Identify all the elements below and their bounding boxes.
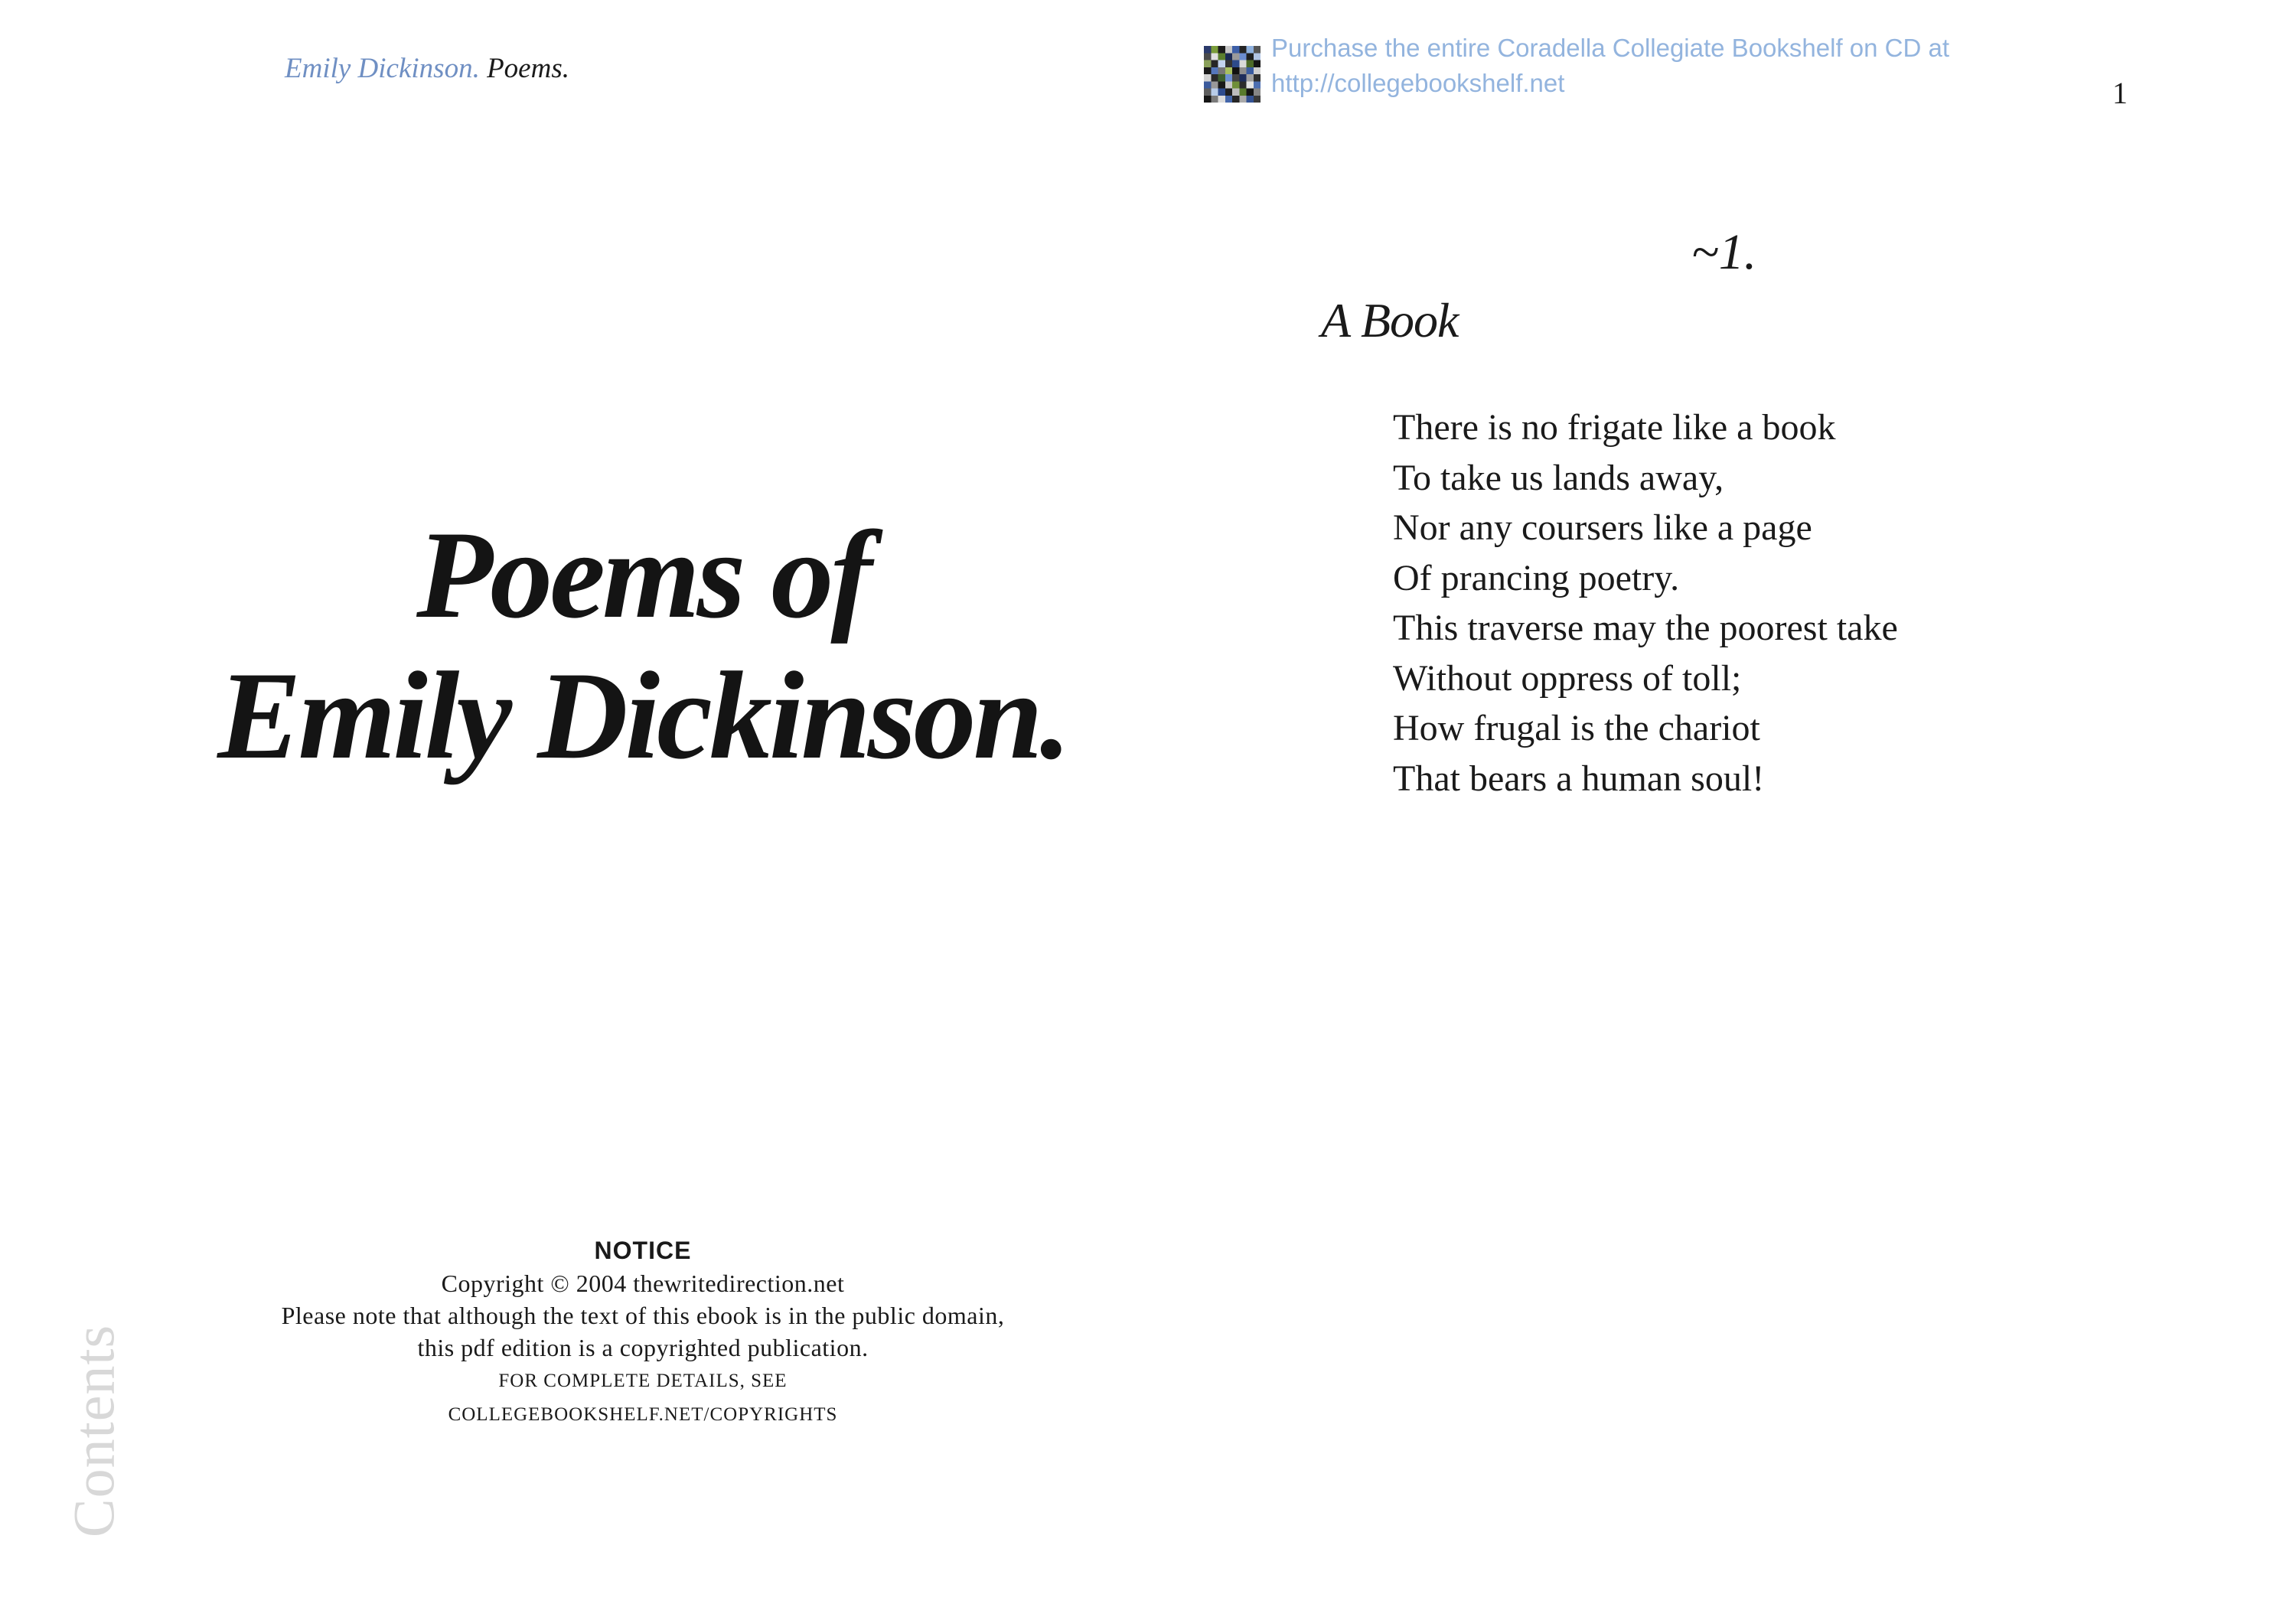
book-title-line: Emily Dickinson. — [217, 647, 1068, 785]
notice-heading: NOTICE — [594, 1237, 692, 1264]
notice-text-line: this pdf edition is a copyrighted publication. — [417, 1334, 869, 1361]
poem-line: That bears a human soul! — [1393, 758, 1765, 799]
poem-line: Of prancing poetry. — [1393, 557, 1680, 598]
copyright-notice — [31, 1234, 1255, 1431]
poem-title: A Book — [1321, 293, 1459, 347]
promo-line[interactable]: Purchase the entire Coradella Collegiate Bookshelf on CD at — [1271, 34, 1950, 62]
running-header — [285, 52, 569, 85]
promo-url-link[interactable]: http://collegebookshelf.net — [1271, 69, 1565, 97]
promo-text[interactable] — [1271, 31, 1949, 101]
poem-body — [1393, 403, 1898, 804]
header-author: Emily Dickinson. — [285, 53, 480, 84]
contents-link[interactable] — [64, 1316, 126, 1546]
poem-line: There is no frigate like a book — [1393, 407, 1836, 448]
book-title-line: Poems of — [416, 506, 869, 644]
notice-details-line: FOR COMPLETE DETAILS, SEE — [498, 1371, 788, 1391]
notice-copyright: Copyright © 2004 thewritedirection.net — [441, 1270, 845, 1297]
page-number: 1 — [2112, 76, 2128, 110]
notice-text-line: Please note that although the text of this ebook is in the public domain, — [281, 1302, 1005, 1329]
poem-line: Without oppress of toll; — [1393, 657, 1742, 699]
promo-link[interactable] — [1204, 31, 1949, 103]
poem-line: To take us lands away, — [1393, 457, 1724, 498]
book-title — [31, 505, 1255, 787]
poem-line: How frugal is the chariot — [1393, 708, 1760, 748]
poem-number: ~1. — [1691, 224, 1757, 280]
poem-line: This traverse may the poorest take — [1393, 608, 1898, 648]
contents-label[interactable]: Contents — [62, 1324, 127, 1538]
poem-line: Nor any coursers like a page — [1393, 507, 1812, 548]
header-book-title: Poems. — [487, 53, 569, 84]
notice-details-link[interactable]: COLLEGEBOOKSHELF.NET/COPYRIGHTS — [448, 1404, 838, 1425]
cd-thumbnail-icon — [1204, 46, 1261, 103]
